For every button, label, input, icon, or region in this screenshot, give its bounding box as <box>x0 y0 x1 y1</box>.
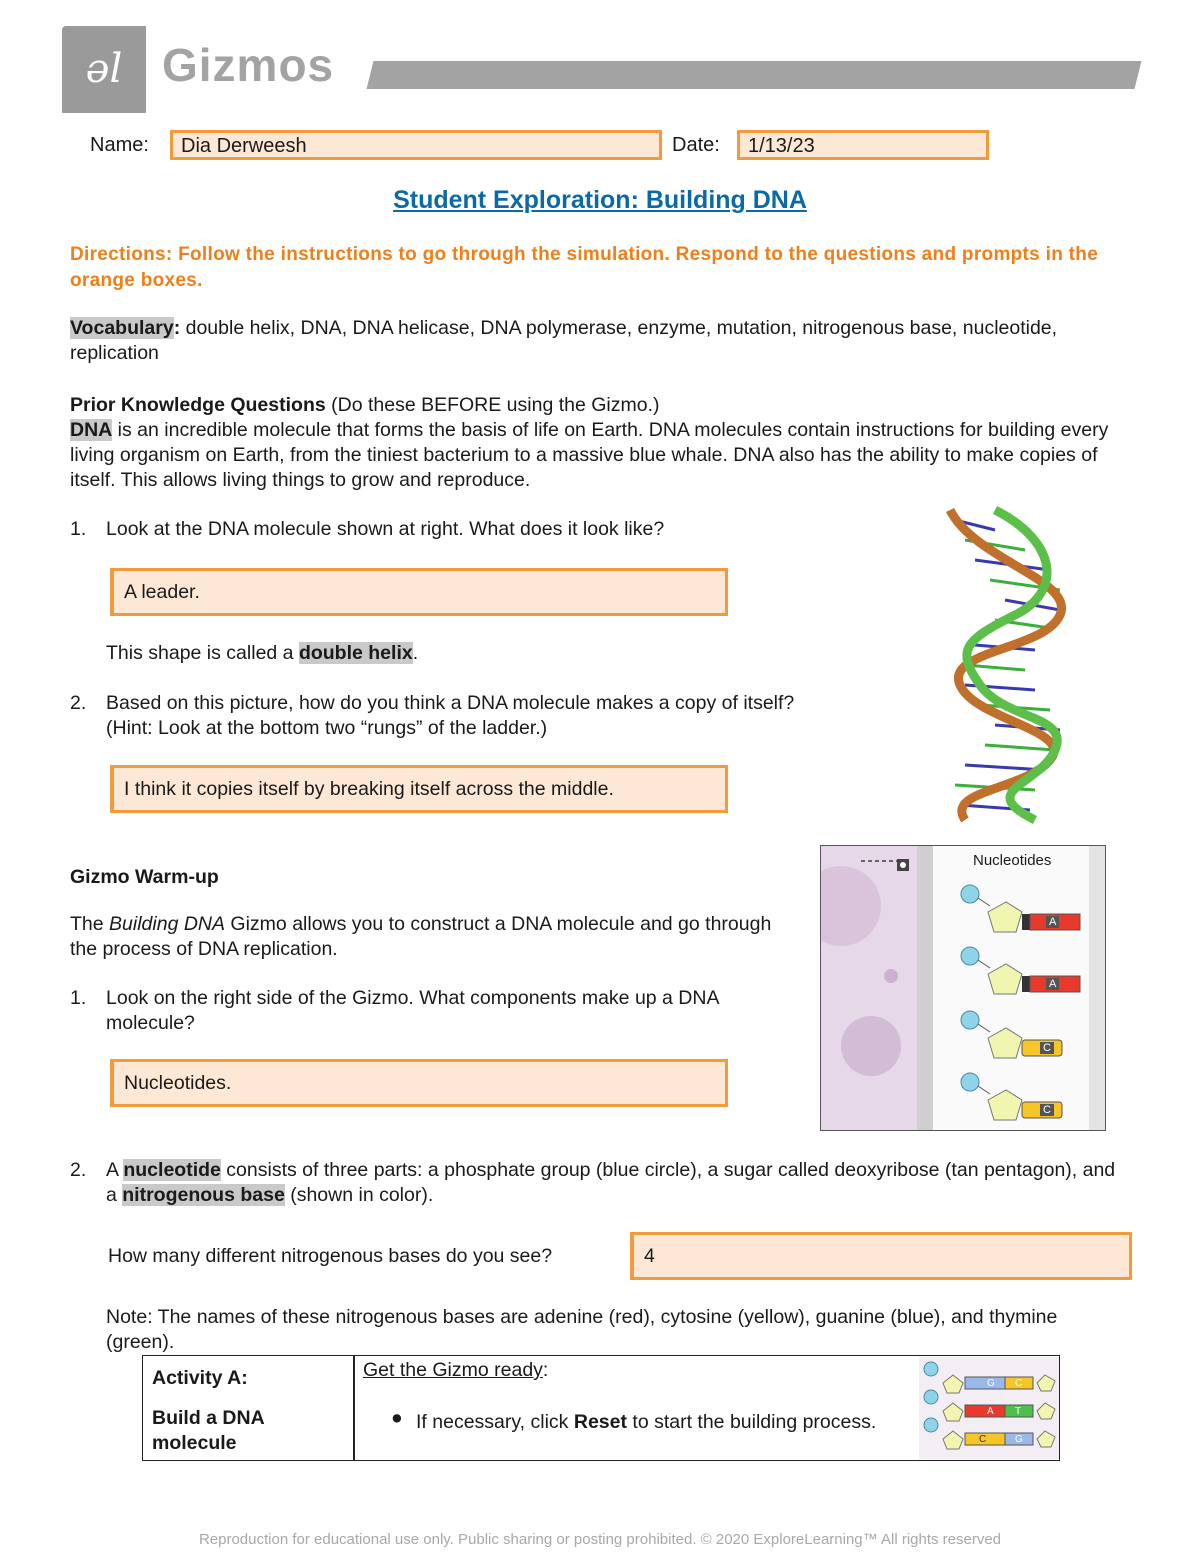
warmup-q2-b: consists of three parts: a phosphate group (blue circle), a sugar called deoxyribose (tan pentagon), and a <box>106 1159 1116 1206</box>
thumb-row-3 <box>924 1418 1055 1449</box>
prior-a2-box[interactable]: I think it copies itself by breaking itself across the middle. <box>110 765 728 813</box>
warmup-q2 <box>106 1158 1126 1208</box>
double-helix-sentence <box>106 641 418 666</box>
base-label-4: C <box>1040 1104 1054 1116</box>
page-title: Student Exploration: Building DNA <box>393 186 807 214</box>
gizmos-logo-mark <box>62 26 146 113</box>
header-bar <box>367 61 1142 89</box>
name-field[interactable]: Dia Derweesh <box>170 130 662 160</box>
vocabulary <box>70 316 1140 366</box>
get-ready-heading <box>363 1358 548 1383</box>
warmup-q2-a: A <box>106 1159 124 1181</box>
name-label: Name: <box>90 134 149 156</box>
get-ready-text: Get the Gizmo ready <box>363 1359 543 1381</box>
reset-step-bold: Reset <box>573 1411 627 1433</box>
double-helix-term: double helix <box>298 642 413 664</box>
bases-note: Note: The names of these nitrogenous bases are adenine (red), cytosine (yellow), guanine (blue), and thymine (green). <box>106 1306 1058 1353</box>
thumb-base-1b: C <box>1015 1378 1023 1389</box>
warmup-intro-pre: The <box>70 913 110 935</box>
dna-helix-image <box>935 500 1085 830</box>
activity-name: Build a DNA molecule <box>152 1407 264 1454</box>
warmup-heading: Gizmo Warm-up <box>70 866 219 888</box>
dna-term: DNA <box>70 419 113 441</box>
nucleotides-panel-title: Nucleotides <box>973 852 1052 869</box>
reset-instruction <box>416 1406 886 1438</box>
warmup-q1-number: 1. <box>70 987 87 1009</box>
prior-heading-text: Prior Knowledge Questions <box>70 394 326 416</box>
footer-copyright: Reproduction for educational use only. Public sharing or posting prohibited. © 2020 ExploreLearning™ All rights reserved <box>198 1531 1002 1548</box>
prior-a1-box[interactable]: A leader. <box>110 568 728 616</box>
prior-q2-line1: Based on this picture, how do you think a DNA molecule makes a copy of itself? <box>106 692 795 714</box>
logo-glyph: əl <box>85 46 123 92</box>
warmup-intro-post: Gizmo allows you to construct a DNA molecule and go through the process of DNA replication. <box>70 913 772 960</box>
warmup-a1-box[interactable]: Nucleotides. <box>110 1059 728 1107</box>
vocabulary-text: double helix, DNA, DNA helicase, DNA polymerase, enzyme, mutation, nitrogenous base, nucleotide, replication <box>70 317 1058 364</box>
prior-q1-number: 1. <box>70 518 87 540</box>
base-label-3: C <box>1040 1042 1054 1054</box>
prior-intro-text: is an incredible molecule that forms the basis of life on Earth. DNA molecules contain instructions for building every living organism on Earth, from the tiniest bacterium to a massive blue whale. DNA also has the ability to make copies of itself. This allows living things to grow and reproduce. <box>70 419 1109 491</box>
vocabulary-label: Vocabulary <box>70 317 174 339</box>
warmup-intro-italic: Building DNA <box>109 913 226 935</box>
vocabulary-colon: : <box>173 317 181 339</box>
prior-knowledge-heading <box>70 393 1140 418</box>
reset-step-post: to start the building process. <box>626 1411 877 1433</box>
warmup-intro <box>70 912 790 962</box>
base-label-1: A <box>1046 916 1059 928</box>
prior-q2-line2: (Hint: Look at the bottom two “rungs” of the ladder.) <box>106 717 548 739</box>
gizmos-wordmark: Gizmos <box>162 39 335 91</box>
warmup-a3-box[interactable]: 4 <box>630 1232 1132 1280</box>
prior-heading-note: (Do these BEFORE using the Gizmo.) <box>325 394 660 416</box>
date-field[interactable]: 1/13/23 <box>737 130 989 160</box>
bullet-icon: ● <box>391 1407 403 1429</box>
warmup-q2-number: 2. <box>70 1159 87 1181</box>
table-divider <box>353 1356 355 1460</box>
activity-label: Activity A: <box>152 1367 248 1389</box>
reset-step-pre: If necessary, click <box>416 1411 574 1433</box>
thumb-base-2a: A <box>987 1406 994 1417</box>
thumb-base-2b: T <box>1015 1406 1022 1417</box>
thumb-base-3a: C <box>979 1434 987 1445</box>
warmup-q1: Look on the right side of the Gizmo. What components make up a DNA molecule? <box>106 987 719 1034</box>
thumb-base-1a: G <box>987 1378 995 1389</box>
shape-post: . <box>412 642 419 664</box>
dna-thumbnail <box>919 1357 1059 1459</box>
warmup-q3: How many different nitrogenous bases do you see? <box>108 1245 553 1267</box>
directions: Directions: Follow the instructions to go through the simulation. Respond to the questions and prompts in the orange boxes. <box>70 244 1099 291</box>
activity-a-table <box>142 1355 1060 1461</box>
nucleotide-1 <box>961 885 1080 932</box>
date-label: Date: <box>672 134 720 156</box>
thumb-base-3b: G <box>1015 1434 1023 1445</box>
warmup-q2-c: (shown in color). <box>284 1184 434 1206</box>
shape-pre: This shape is called a <box>106 642 299 664</box>
prior-intro <box>70 418 1120 493</box>
get-ready-colon: : <box>542 1359 549 1381</box>
nucleotide-list <box>958 878 1088 1128</box>
base-label-2: A <box>1046 978 1059 990</box>
prior-q1: Look at the DNA molecule shown at right. What does it look like? <box>106 518 665 540</box>
nucleotide-2 <box>961 947 1080 994</box>
nitrogenous-base-term: nitrogenous base <box>122 1184 285 1206</box>
prior-q2-number: 2. <box>70 692 87 714</box>
nucleotide-term: nucleotide <box>123 1159 221 1181</box>
